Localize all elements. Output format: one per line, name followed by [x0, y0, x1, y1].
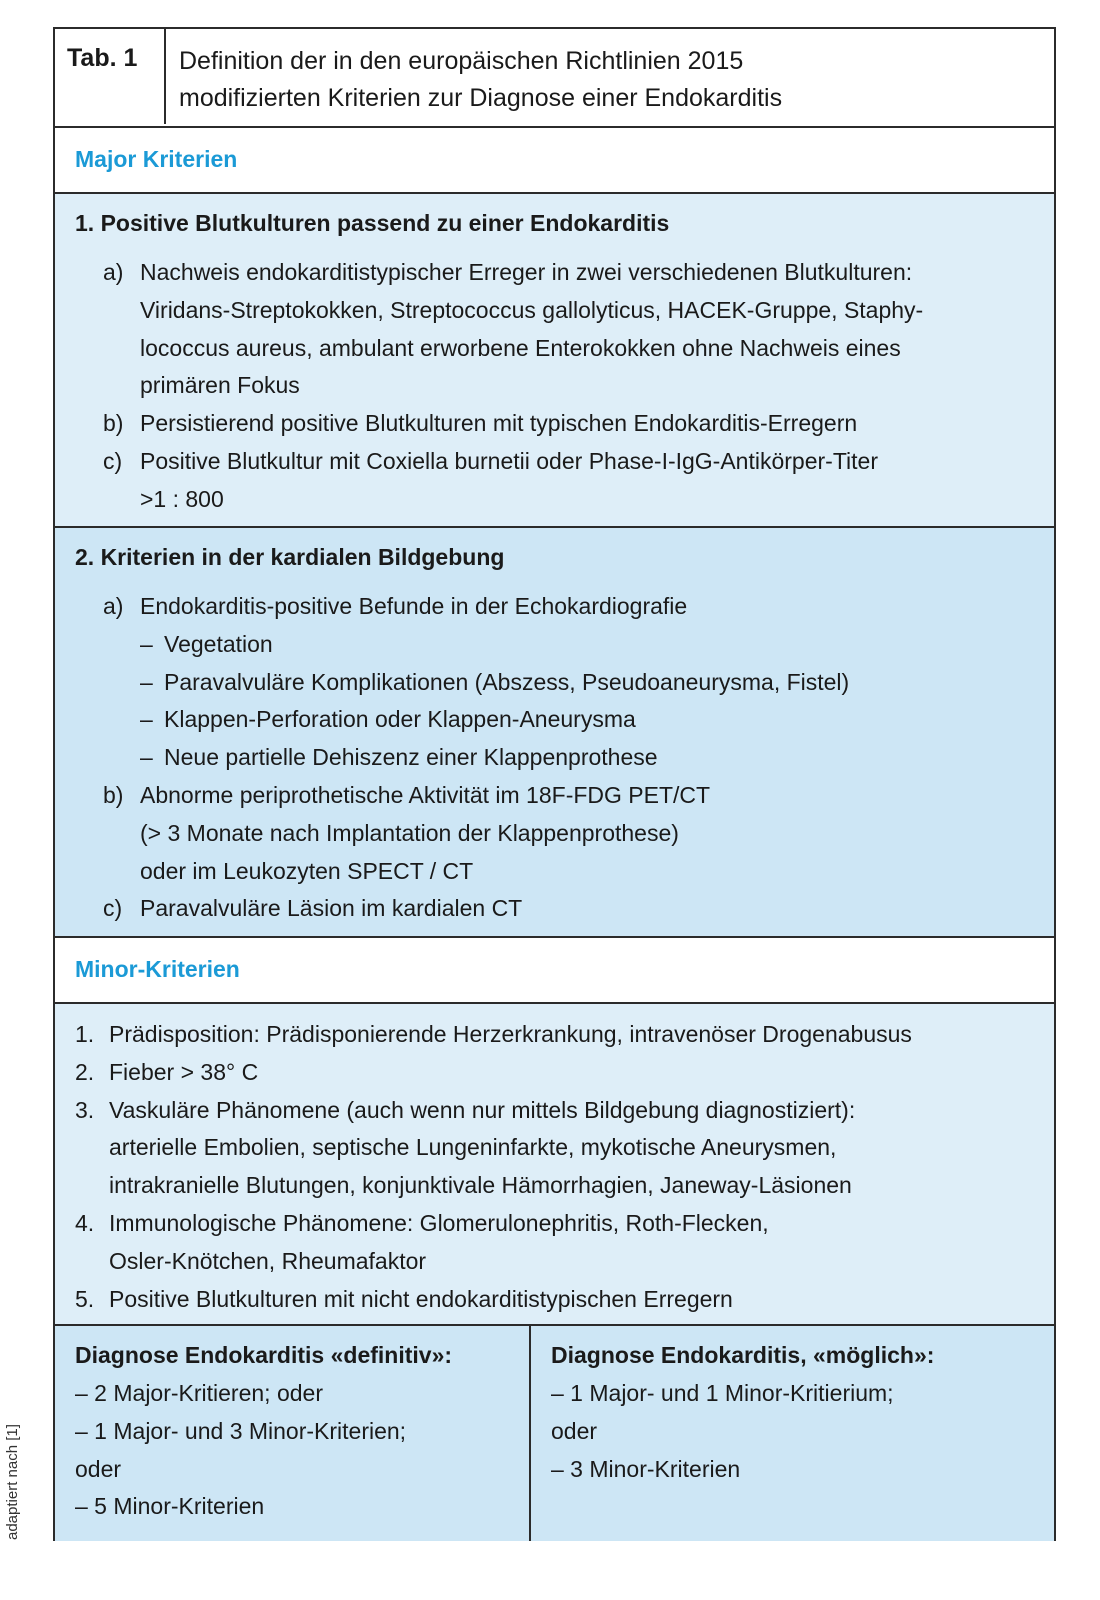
table-header	[55, 29, 1054, 126]
minor-criteria-heading: Minor-Kriterien	[75, 956, 240, 982]
criterion-title: 2. Kriterien in der kardialen Bildgebung	[75, 544, 505, 570]
diagnosis-line: oder	[551, 1417, 598, 1444]
criterion-title: 1. Positive Blutkulturen passend zu einer Endokarditis	[75, 210, 670, 236]
sub-item-text: – Klappen-Perforation oder Klappen-Aneurysma	[164, 706, 636, 733]
criterion-list	[55, 588, 1034, 928]
list-marker: a)	[103, 593, 124, 619]
list-line: Immunologische Phänomene: Glomerulonephritis, Roth-Flecken,	[109, 1209, 769, 1236]
major-criteria-heading-row	[55, 126, 1054, 192]
major-criterion-blood-cultures	[55, 192, 1054, 526]
list-line: Nachweis endokarditistypischer Erreger in zwei verschiedenen Blutkulturen:	[140, 259, 913, 285]
list-line: arterielle Embolien, septische Lungeninfarkte, mykotische Aneurysmen,	[109, 1134, 837, 1161]
list-line: Positive Blutkulturen mit nicht endokarditistypischen Erregern	[109, 1285, 733, 1312]
list-line: (> 3 Monate nach Implantation der Klappenprothese)	[140, 819, 679, 846]
diagnosis-definitive-title: Diagnose Endokarditis «definitiv»:	[75, 1342, 453, 1368]
list-item	[55, 254, 1034, 405]
list-marker: a)	[103, 259, 124, 285]
list-marker: 4.	[75, 1209, 95, 1236]
list-line: >1 : 800	[140, 485, 224, 512]
list-line: Endokarditis-positive Befunde in der Echokardiografie	[140, 593, 688, 619]
sub-item-text: – Paravalvuläre Komplikationen (Abszess, Pseudoaneurysma, Fistel)	[164, 668, 850, 695]
list-line: Vaskuläre Phänomene (auch wenn nur mittels Bildgebung diagnostiziert):	[109, 1096, 856, 1123]
list-line: primären Fokus	[140, 372, 300, 399]
list-item	[55, 405, 1034, 443]
sub-list-item	[55, 739, 1034, 777]
list-marker: c)	[103, 447, 123, 474]
criterion-list	[55, 254, 1034, 519]
diagnosis-definitive-lines	[55, 1369, 529, 1526]
sub-list-item	[55, 626, 1034, 664]
list-marker: c)	[103, 895, 123, 922]
list-line: Prädisposition: Prädisponierende Herzerkrankung, intravenöser Drogenabusus	[109, 1021, 912, 1047]
list-marker: 3.	[75, 1096, 95, 1123]
list-line: Abnorme periprothetische Aktivität im 18F-FDG PET/CT	[140, 781, 711, 808]
diagnosis-possible-lines	[531, 1369, 1054, 1488]
list-item	[55, 1054, 1034, 1092]
list-item	[55, 1205, 1034, 1281]
diagnosis-line: – 5 Minor-Kriterien	[75, 1493, 265, 1520]
minor-criteria-list	[55, 1016, 1034, 1318]
list-marker: 2.	[75, 1058, 95, 1085]
list-marker: b)	[103, 781, 124, 808]
list-line: intrakranielle Blutungen, konjunktivale Hämorrhagien, Janeway-Läsionen	[109, 1172, 852, 1199]
list-item	[55, 777, 1034, 890]
list-line: lococcus aureus, ambulant erworbene Enterokokken ohne Nachweis eines	[140, 334, 901, 361]
table-title-line: modifizierten Kriterien zur Diagnose einer Endokarditis	[179, 84, 783, 112]
list-line: Osler-Knötchen, Rheumafaktor	[109, 1247, 427, 1274]
list-line: oder im Leukozyten SPECT / CT	[140, 857, 474, 884]
diagnosis-line: – 3 Minor-Kriterien	[551, 1455, 741, 1482]
list-item	[55, 1016, 1034, 1054]
table-label: Tab. 1	[55, 29, 166, 124]
list-item	[55, 443, 1034, 519]
list-line: Viridans-Streptokokken, Streptococcus gallolyticus, HACEK-Gruppe, Staphy-	[140, 296, 924, 323]
table-title-line: Definition der in den europäischen Richtlinien 2015	[179, 47, 744, 75]
list-line: Fieber > 38° C	[109, 1058, 259, 1085]
sub-item-text: – Vegetation	[164, 630, 273, 657]
minor-criteria-heading-row	[55, 936, 1054, 1002]
list-line: Positive Blutkultur mit Coxiella burnetii oder Phase-I-IgG-Antikörper-Titer	[140, 447, 878, 474]
diagnosis-line: – 1 Major- und 1 Minor-Kritierium;	[551, 1380, 894, 1406]
list-line: Persistierend positive Blutkulturen mit typischen Endokarditis-Erregern	[140, 410, 858, 437]
list-item	[55, 1092, 1034, 1205]
list-marker: 5.	[75, 1285, 95, 1312]
diagnosis-definitive	[55, 1326, 531, 1541]
diagnosis-line: – 1 Major- und 3 Minor-Kriterien;	[75, 1417, 407, 1444]
diagnosis-line: oder	[75, 1455, 122, 1482]
diagnosis-line: – 2 Major-Kritieren; oder	[75, 1380, 323, 1406]
sub-list-item	[55, 701, 1034, 739]
sub-item-text: – Neue partielle Dehiszenz einer Klappenprothese	[164, 744, 658, 771]
major-criterion-imaging	[55, 526, 1054, 936]
list-marker: b)	[103, 410, 124, 437]
list-item	[55, 588, 1034, 626]
minor-criteria	[55, 1002, 1054, 1324]
table-title	[179, 43, 782, 117]
list-item	[55, 1281, 1034, 1319]
list-marker: 1.	[75, 1021, 95, 1047]
diagnosis-row	[55, 1324, 1054, 1541]
diagnosis-possible-title: Diagnose Endokarditis, «möglich»:	[551, 1342, 935, 1368]
criteria-table	[53, 27, 1056, 1541]
source-note: adaptiert nach [1]	[4, 1424, 21, 1540]
major-criteria-heading: Major Kriterien	[75, 146, 238, 172]
sub-list-item	[55, 664, 1034, 702]
diagnosis-possible	[531, 1326, 1054, 1541]
list-item	[55, 890, 1034, 928]
list-line: Paravalvuläre Läsion im kardialen CT	[140, 895, 523, 922]
